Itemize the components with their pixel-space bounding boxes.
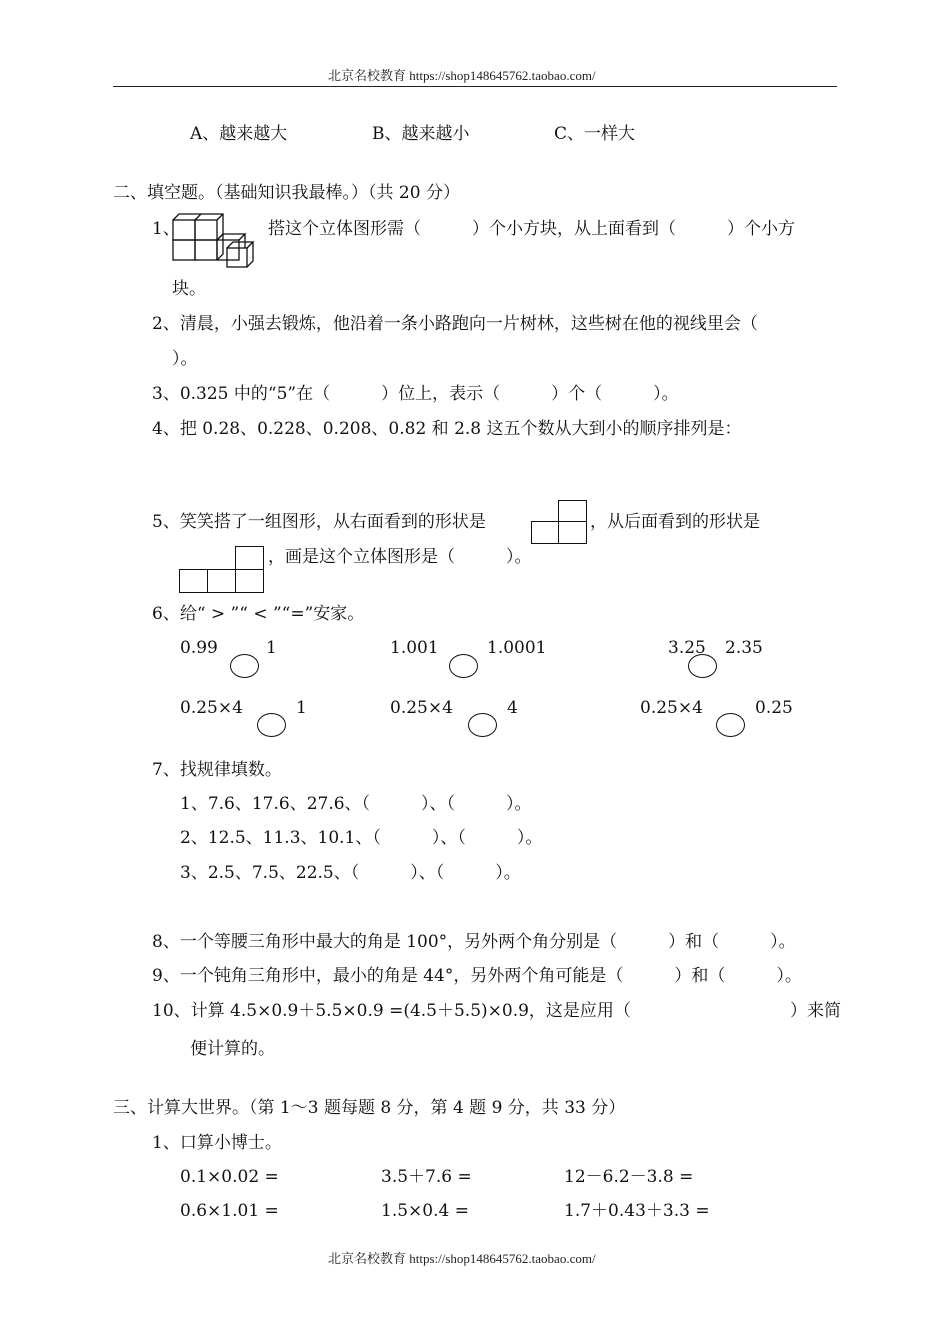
q4-text: 4、把 0.28、0.228、0.208、0.82 和 2.8 这五个数从大到小的顺序排列是：	[152, 419, 742, 439]
q1-number: 1、	[152, 219, 180, 239]
calc-r2-c3: 1.7＋0.43＋3.3 =	[564, 1201, 710, 1221]
section3-title: 三、计算大世界。（第 1～3 题每题 8 分，第 4 题 9 分，共 33 分）	[113, 1098, 626, 1118]
q3-text: 3、0.325 中的“5”在（ ）位上，表示（ ）个（ ）。	[152, 384, 679, 404]
q7-item-3: 3、2.5、7.5、22.5、（ ）、（ ）。	[180, 863, 521, 883]
q6-title: 6、给“ > ”“ < ”“=”安家。	[152, 604, 365, 624]
q6-r2-c1-left: 0.25×4	[180, 698, 243, 718]
option-c: C、一样大	[554, 124, 636, 144]
q5-text-a: 5、笑笑搭了一组图形，从右面看到的形状是	[152, 512, 486, 532]
q2-continuation: ）。	[172, 349, 198, 369]
calc-r1-c1: 0.1×0.02 =	[180, 1167, 279, 1187]
q10-continuation: 便计算的。	[190, 1039, 275, 1059]
q6-r2-c2-circle[interactable]	[468, 713, 497, 737]
q6-r1-c3-right: 2.35	[725, 638, 763, 658]
q7-item-2: 2、12.5、11.3、10.1、（ ）、（ ）。	[180, 828, 543, 848]
q6-r1-c3-circle[interactable]	[688, 654, 717, 678]
q2-text: 2、清晨，小强去锻炼，他沿着一条小路跑向一片树林，这些树在他的视线里会（	[152, 314, 758, 334]
q6-r1-c1-left: 0.99	[180, 638, 218, 658]
q6-r1-c2-circle[interactable]	[449, 654, 478, 678]
section2-title: 二、填空题。（基础知识我最棒。）（共 20 分）	[113, 183, 460, 203]
q6-r2-c3-circle[interactable]	[716, 713, 745, 737]
q6-r1-c1-circle[interactable]	[230, 654, 259, 678]
q1-continuation: 块。	[172, 279, 206, 299]
cube-stack-figure	[172, 213, 268, 269]
option-a: A、越来越大	[190, 124, 288, 144]
q9-text: 9、一个钝角三角形中，最小的角是 44°，另外两个角可能是（ ）和（ ）。	[152, 966, 802, 986]
q6-r2-c1-right: 1	[296, 698, 307, 718]
q6-r2-c2-left: 0.25×4	[390, 698, 453, 718]
q5-text-c: ，画是这个立体图形是（ ）。	[268, 547, 532, 567]
q1-text: 搭这个立体图形需（ ）个小方块，从上面看到（ ）个小方	[268, 219, 795, 239]
q6-r2-c1-circle[interactable]	[257, 713, 286, 737]
header-rule	[113, 86, 837, 87]
calc-r2-c1: 0.6×1.01 =	[180, 1201, 279, 1221]
q6-r1-c1-right: 1	[266, 638, 277, 658]
q6-r1-c2-left: 1.001	[390, 638, 439, 658]
q6-r1-c2-right: 1.0001	[487, 638, 547, 658]
q7-title: 7、找规律填数。	[152, 760, 282, 780]
calc-r1-c3: 12－6.2－3.8 =	[564, 1167, 694, 1187]
calc-r2-c2: 1.5×0.4 =	[381, 1201, 469, 1221]
q6-r2-c3-left: 0.25×4	[640, 698, 703, 718]
q6-r2-c3-right: 0.25	[755, 698, 793, 718]
option-b: B、越来越小	[372, 124, 470, 144]
section3-q1-title: 1、口算小博士。	[152, 1133, 282, 1153]
q8-text: 8、一个等腰三角形中最大的角是 100°，另外两个角分别是（ ）和（ ）。	[152, 932, 796, 952]
page-header: 北京名校教育 https://shop148645762.taobao.com/	[328, 68, 596, 83]
q10-text-end: ）来简	[790, 1001, 841, 1021]
q5-text-b: ，从后面看到的形状是	[590, 512, 760, 532]
page-footer: 北京名校教育 https://shop148645762.taobao.com/	[328, 1251, 596, 1266]
q6-r1-c3-left: 3.25	[668, 638, 706, 658]
calc-r1-c2: 3.5＋7.6 =	[381, 1167, 472, 1187]
q10-text: 10、计算 4.5×0.9＋5.5×0.9 =(4.5＋5.5)×0.9，这是应用（	[152, 1001, 631, 1021]
q7-item-1: 1、7.6、17.6、27.6、（ ）、（ ）。	[180, 794, 532, 814]
q6-r2-c2-right: 4	[507, 698, 518, 718]
